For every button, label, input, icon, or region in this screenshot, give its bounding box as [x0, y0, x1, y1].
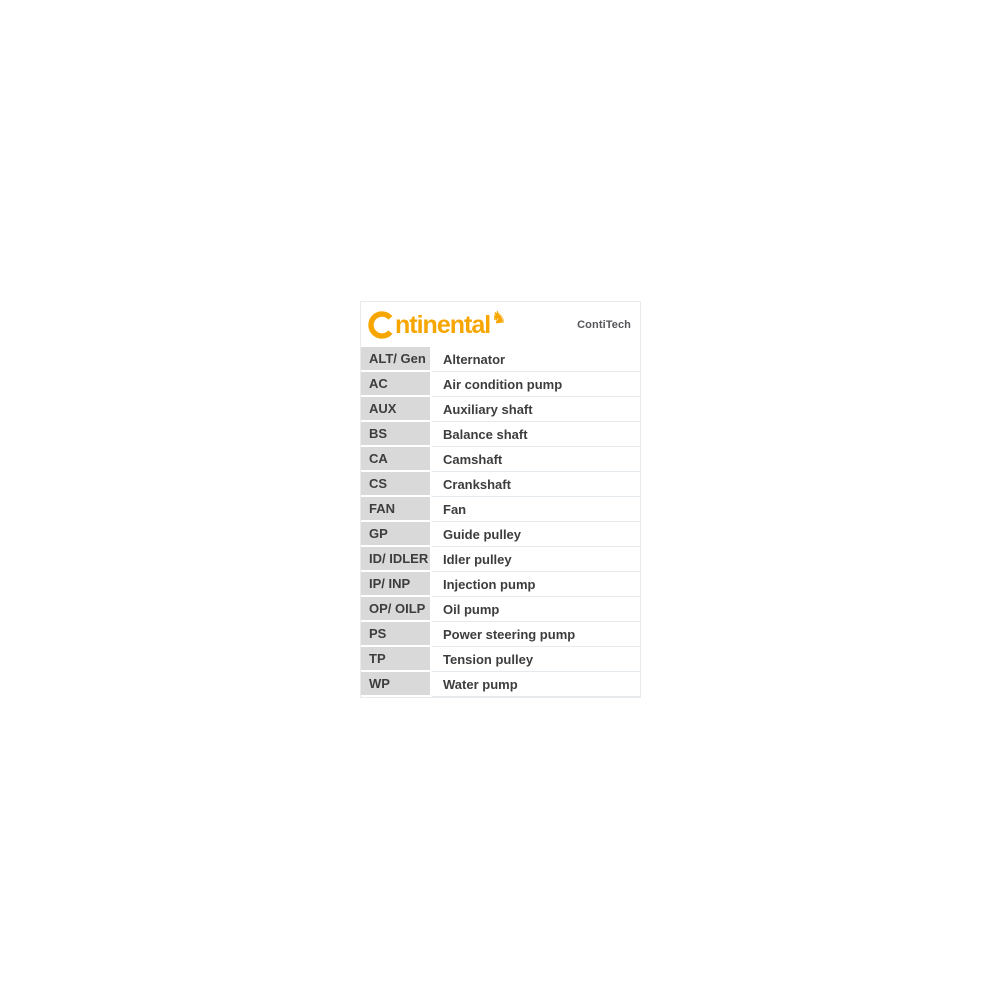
description-cell: Auxiliary shaft: [432, 397, 640, 422]
description-cell: Guide pulley: [432, 522, 640, 547]
description-cell: Air condition pump: [432, 372, 640, 397]
abbreviation-cell: PS: [361, 622, 432, 647]
description-cell: Idler pulley: [432, 547, 640, 572]
abbreviation-cell: BS: [361, 422, 432, 447]
description-cell: Water pump: [432, 672, 640, 697]
description-cell: Camshaft: [432, 447, 640, 472]
continental-c-ring-icon: [368, 311, 396, 339]
description-cell: Crankshaft: [432, 472, 640, 497]
table-row: [361, 522, 640, 547]
table-row: [361, 622, 640, 647]
abbreviation-cell: ALT/ Gen: [361, 347, 432, 372]
abbreviation-cell: TP: [361, 647, 432, 672]
table-row: [361, 547, 640, 572]
table-row: [361, 347, 640, 372]
description-cell: Tension pulley: [432, 647, 640, 672]
table-row: [361, 472, 640, 497]
abbreviation-cell: AUX: [361, 397, 432, 422]
continental-logo: [368, 307, 508, 339]
table-row: [361, 597, 640, 622]
abbreviation-cell: GP: [361, 522, 432, 547]
continental-horse-icon: ♞: [489, 307, 508, 328]
description-cell: Balance shaft: [432, 422, 640, 447]
table-row: [361, 572, 640, 597]
abbreviation-cell: CS: [361, 472, 432, 497]
table-row: [361, 497, 640, 522]
table-row: [361, 372, 640, 397]
abbreviation-table: [361, 347, 640, 697]
abbreviation-cell: WP: [361, 672, 432, 697]
table-row: [361, 447, 640, 472]
abbreviation-cell: AC: [361, 372, 432, 397]
table-row: [361, 672, 640, 697]
abbreviation-cell: IP/ INP: [361, 572, 432, 597]
description-cell: Alternator: [432, 347, 640, 372]
table-row: [361, 397, 640, 422]
contitech-logo: ContiTech: [577, 318, 631, 331]
abbreviation-cell: OP/ OILP: [361, 597, 432, 622]
description-cell: Injection pump: [432, 572, 640, 597]
abbreviation-cell: FAN: [361, 497, 432, 522]
continental-wordmark: ntinental: [395, 310, 491, 339]
description-cell: Power steering pump: [432, 622, 640, 647]
table-row: [361, 422, 640, 447]
description-cell: Fan: [432, 497, 640, 522]
card-header: [361, 302, 640, 347]
abbreviation-cell: CA: [361, 447, 432, 472]
table-row: [361, 647, 640, 672]
abbreviation-cell: ID/ IDLER: [361, 547, 432, 572]
description-cell: Oil pump: [432, 597, 640, 622]
continental-legend-card: [360, 301, 641, 698]
